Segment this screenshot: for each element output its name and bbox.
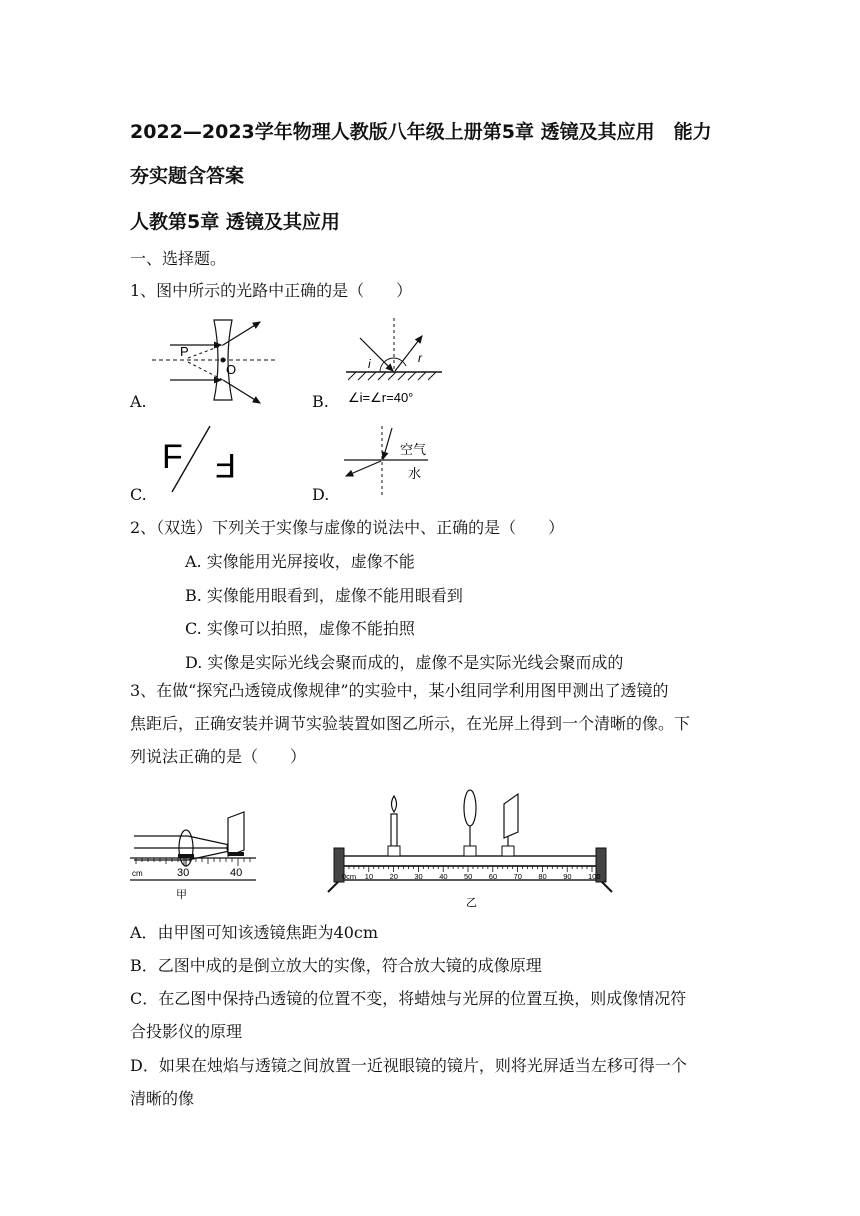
- ruler-tick-label: 80: [538, 872, 547, 881]
- figure-3-yi-optical-bench: [322, 784, 614, 910]
- q3-option-a: A．由甲图可知该透镜焦距为40cm: [130, 923, 379, 942]
- q2-option-a: A. 实像能用光屏接收，虚像不能: [185, 552, 415, 571]
- label-air: 空气: [400, 442, 427, 457]
- q3-option-d-line2: 清晰的像: [130, 1089, 195, 1108]
- ruler-tick-label: 50: [464, 872, 473, 881]
- q1-option-d-label: D.: [312, 485, 330, 504]
- object-letter-f: F: [162, 438, 183, 476]
- question-3-stem-line2: 焦距后，正确安装并调节实验装置如图乙所示，在光屏上得到一个清晰的像。下: [130, 714, 691, 733]
- figure-3-jia-focal-length: [130, 808, 260, 906]
- section-heading: 一、选择题。: [130, 249, 227, 268]
- ruler-tick-label: 70: [513, 872, 522, 881]
- question-3-stem-line1: 3、在做“探究凸透镜成像规律”的实验中，某小组同学利用图甲测出了透镜的: [130, 681, 669, 700]
- q2-option-d: D. 实像是实际光线会聚而成的，虚像不是实际光线会聚而成的: [185, 653, 624, 672]
- q1-option-b-label: B.: [312, 392, 329, 411]
- ruler-tick-label: 20: [389, 872, 398, 881]
- q3-option-d-line1: D．如果在烛焰与透镜之间放置一近视眼镜的镜片，则将光屏适当左移可得一个: [130, 1056, 687, 1075]
- ruler-tick-label: 10: [364, 872, 374, 881]
- label-p: P: [180, 344, 189, 359]
- q1-option-a-label: A.: [130, 392, 147, 411]
- label-water: 水: [408, 466, 422, 481]
- ruler-tick-label: 60: [488, 872, 498, 881]
- figure-1a-concave-lens: [152, 318, 280, 408]
- ruler-tick-label: 40: [439, 872, 448, 881]
- q2-option-b: B. 实像能用眼看到，虚像不能用眼看到: [185, 586, 463, 605]
- q3-option-b: B．乙图中成的是倒立放大的实像，符合放大镜的成像原理: [130, 956, 542, 975]
- ruler-tick-label: 30: [414, 872, 423, 881]
- figure-caption-yi: 乙: [466, 897, 477, 909]
- ruler-tick-label: 100: [588, 872, 601, 881]
- question-3-stem-line3: 列说法正确的是（ ）: [130, 747, 307, 766]
- label-o: O: [226, 362, 237, 377]
- question-2-stem: 2、（双选）下列关于实像与虚像的说法中、正确的是（ ）: [130, 518, 565, 537]
- label-r: r: [418, 351, 422, 365]
- q3-option-c-line2: 合投影仪的原理: [130, 1022, 243, 1041]
- chapter-title: 人教第5章 透镜及其应用: [130, 211, 340, 233]
- angle-caption: ∠i=∠r=40°: [348, 390, 414, 405]
- figure-caption-jia: 甲: [176, 889, 187, 901]
- figure-1b-reflection: [340, 316, 448, 408]
- label-i: i: [368, 357, 371, 371]
- ruler-unit-cm: cm: [132, 869, 143, 878]
- ruler-tick-40: 40: [230, 867, 243, 879]
- ruler-tick-30: 30: [177, 867, 190, 879]
- q1-option-c-label: C.: [130, 485, 147, 504]
- question-1-stem: 1、图中所示的光路中正确的是（ ）: [130, 281, 413, 300]
- q3-option-c-line1: C．在乙图中保持凸透镜的位置不变，将蜡烛与光屏的位置互换，则成像情况符: [130, 989, 687, 1008]
- figure-1d-refraction: [340, 424, 440, 498]
- document-title-line2: 夯实题含答案: [130, 165, 245, 187]
- figure-1c-plane-mirror: [158, 422, 250, 494]
- ruler-tick-label: 90: [563, 872, 572, 881]
- image-letter-f: F: [215, 446, 236, 484]
- document-title-line1: 2022—2023学年物理人教版八年级上册第5章 透镜及其应用 能力: [130, 121, 712, 143]
- q2-option-c: C. 实像可以拍照，虚像不能拍照: [185, 619, 415, 638]
- ruler-tick-label: 0cm: [342, 872, 357, 881]
